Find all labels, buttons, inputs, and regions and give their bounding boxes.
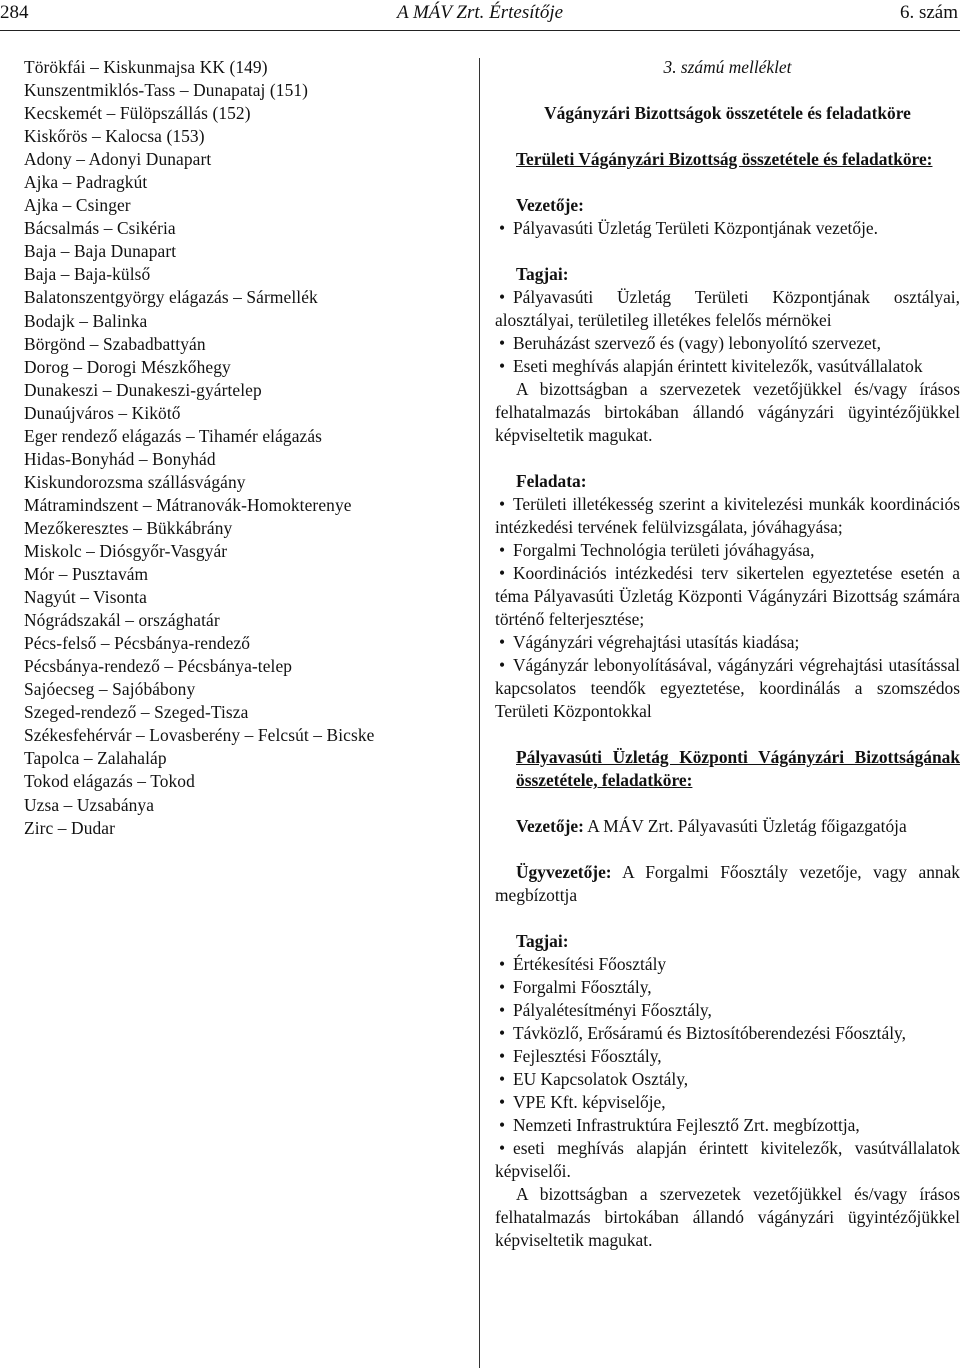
- list-item: Balatonszentgyörgy elágazás – Sármellék: [24, 287, 318, 308]
- regional-tasks-label: Feladata:: [516, 471, 587, 491]
- list-item: • Koordinációs intézkedési terv sikertelen egyeztetése esetén a téma Pályavasúti Üzletág Központi Vágányzári Bizottság számára történő felterjesztése;: [495, 562, 960, 631]
- list-item: Baja – Baja Dunapart: [24, 241, 177, 262]
- list-item: Nagyút – Visonta: [24, 587, 147, 608]
- issue-number: 6. szám: [899, 2, 958, 23]
- list-item: Székesfehérvár – Lovasberény – Felcsút – Bicske: [24, 725, 375, 746]
- list-item: • Értékesítési Főosztály: [495, 953, 960, 976]
- list-item: • Pályavasúti Üzletág Területi Központjának osztályai, alosztályai, területileg illetékes felelős mérnökei: [495, 286, 960, 332]
- list-item: Sajóecseg – Sajóbábony: [24, 679, 196, 700]
- list-item: Zirc – Dudar: [24, 817, 116, 838]
- central-leader: [495, 815, 960, 838]
- list-item: • Beruházást szervező és (vagy) lebonyolító szervezet,: [495, 332, 960, 355]
- list-item: • Területi illetékesség szerint a kivitelezési munkák koordinációs intézkedési tervének felülvizsgálata, jóváhagyása;: [495, 493, 960, 539]
- list-item: • Fejlesztési Főosztály,: [495, 1045, 960, 1068]
- list-item: Hidas-Bonyhád – Bonyhád: [24, 448, 216, 469]
- list-item: Pécs-felső – Pécsbánya-rendező: [24, 633, 251, 654]
- list-item: • Eseti meghívás alapján érintett kivitelezők, vasútvállalatok: [495, 355, 960, 378]
- list-item: Tokod elágazás – Tokod: [24, 771, 195, 792]
- central-members-note: A bizottságban a szervezetek vezetőjükkel és/vagy írásos felhatalmazás birtokában állandó vágányzári ügyintézőjükkel képviseltetik magukat.: [495, 1184, 960, 1250]
- list-item: Adony – Adonyi Dunapart: [24, 149, 212, 170]
- central-leader-text: A MÁV Zrt. Pályavasúti Üzletág főigazgatója: [583, 816, 907, 836]
- list-item: Uzsa – Uzsabánya: [24, 794, 155, 815]
- list-item: Tapolca – Zalahaláp: [24, 748, 167, 769]
- central-manager: [495, 861, 960, 907]
- list-item: • VPE Kft. képviselője,: [495, 1091, 960, 1114]
- central-manager-label: Ügyvezetője:: [516, 862, 612, 882]
- annex-column: [495, 56, 960, 1252]
- line-section-list: [24, 56, 464, 840]
- column-divider: [479, 58, 480, 1368]
- list-item: Szeged-rendező – Szeged-Tisza: [24, 702, 249, 723]
- list-item: • Pályalétesítményi Főosztály,: [495, 999, 960, 1022]
- list-item: Miskolc – Diósgyőr-Vasgyár: [24, 540, 228, 561]
- list-item: Kiskőrös – Kalocsa (153): [24, 126, 205, 147]
- section-title-regional: Területi Vágányzári Bizottság összetétele és feladatköre:: [516, 149, 933, 169]
- list-item: Kiskundorozsma szállásvágány: [24, 471, 246, 492]
- list-item: Bodajk – Balinka: [24, 310, 148, 331]
- publication-title: A MÁV Zrt. Értesítője: [396, 2, 564, 23]
- list-item: • Forgalmi Főosztály,: [495, 976, 960, 999]
- list-item: Eger rendező elágazás – Tihamér elágazás: [24, 425, 323, 446]
- list-item: • EU Kapcsolatok Osztály,: [495, 1068, 960, 1091]
- list-item: • Pályavasúti Üzletág Területi Központjának vezetője.: [495, 217, 960, 240]
- list-item: Dunakeszi – Dunakeszi-gyártelep: [24, 379, 262, 400]
- list-item: Baja – Baja-külső: [24, 264, 151, 285]
- list-item: Bácsalmás – Csikéria: [24, 218, 176, 239]
- central-manager-text: A Forgalmi Főosztály vezetője, vagy annak megbízottja: [495, 862, 960, 905]
- list-item: Mór – Pusztavám: [24, 564, 149, 585]
- list-item: Kecskemét – Fülöpszállás (152): [24, 103, 251, 124]
- list-item: Nógrádszakál – országhatár: [24, 610, 220, 631]
- annex-label: 3. számú melléklet: [663, 57, 792, 77]
- central-members-label: Tagjai:: [516, 931, 569, 951]
- list-item: Mátramindszent – Mátranovák-Homokterenye: [24, 494, 352, 515]
- regional-leader-label: Vezetője:: [516, 195, 584, 215]
- list-item: Mezőkeresztes – Bükkábrány: [24, 517, 233, 538]
- list-item: • eseti meghívás alapján érintett kivitelezők, vasútvállalatok képviselői.: [495, 1137, 960, 1183]
- page-header: [0, 0, 960, 30]
- central-leader-label: Vezetője:: [516, 816, 584, 836]
- annex-title: Vágányzári Bizottságok összetétele és feladatköre: [544, 103, 911, 123]
- list-item: • Vágányzár lebonyolításával, vágányzári végrehajtási utasítással kapcsolatos teendők egyeztetése, koordinálás a szomszédos Területi Központokkal: [495, 654, 960, 723]
- list-item: Ajka – Csinger: [24, 195, 131, 216]
- list-item: • Vágányzári végrehajtási utasítás kiadása;: [495, 631, 960, 654]
- page-number: 284: [0, 2, 29, 23]
- section-title-central: Pályavasúti Üzletág Központi Vágányzári Bizottságának összetétele, feladatköre:: [516, 747, 960, 790]
- list-item: Ajka – Padragkút: [24, 172, 148, 193]
- list-item: • Forgalmi Technológia területi jóváhagyása,: [495, 539, 960, 562]
- list-item: • Távközlő, Erősáramú és Biztosítóberendezési Főosztály,: [495, 1022, 960, 1045]
- list-item: Börgönd – Szabadbattyán: [24, 333, 206, 354]
- list-item: Törökfái – Kiskunmajsa KK (149): [24, 57, 268, 77]
- list-item: Pécsbánya-rendező – Pécsbánya-telep: [24, 656, 293, 677]
- regional-members-note: A bizottságban a szervezetek vezetőjükkel és/vagy írásos felhatalmazás birtokában állandó vágányzári ügyintézőjükkel képviseltetik magukat.: [495, 379, 960, 445]
- list-item: Dunaújváros – Kikötő: [24, 402, 181, 423]
- list-item: Kunszentmiklós-Tass – Dunapataj (151): [24, 80, 309, 101]
- list-item: Dorog – Dorogi Mészkőhegy: [24, 356, 231, 377]
- header-rule: [0, 30, 960, 31]
- list-item: • Nemzeti Infrastruktúra Fejlesztő Zrt. megbízottja,: [495, 1114, 960, 1137]
- regional-members-label: Tagjai:: [516, 264, 569, 284]
